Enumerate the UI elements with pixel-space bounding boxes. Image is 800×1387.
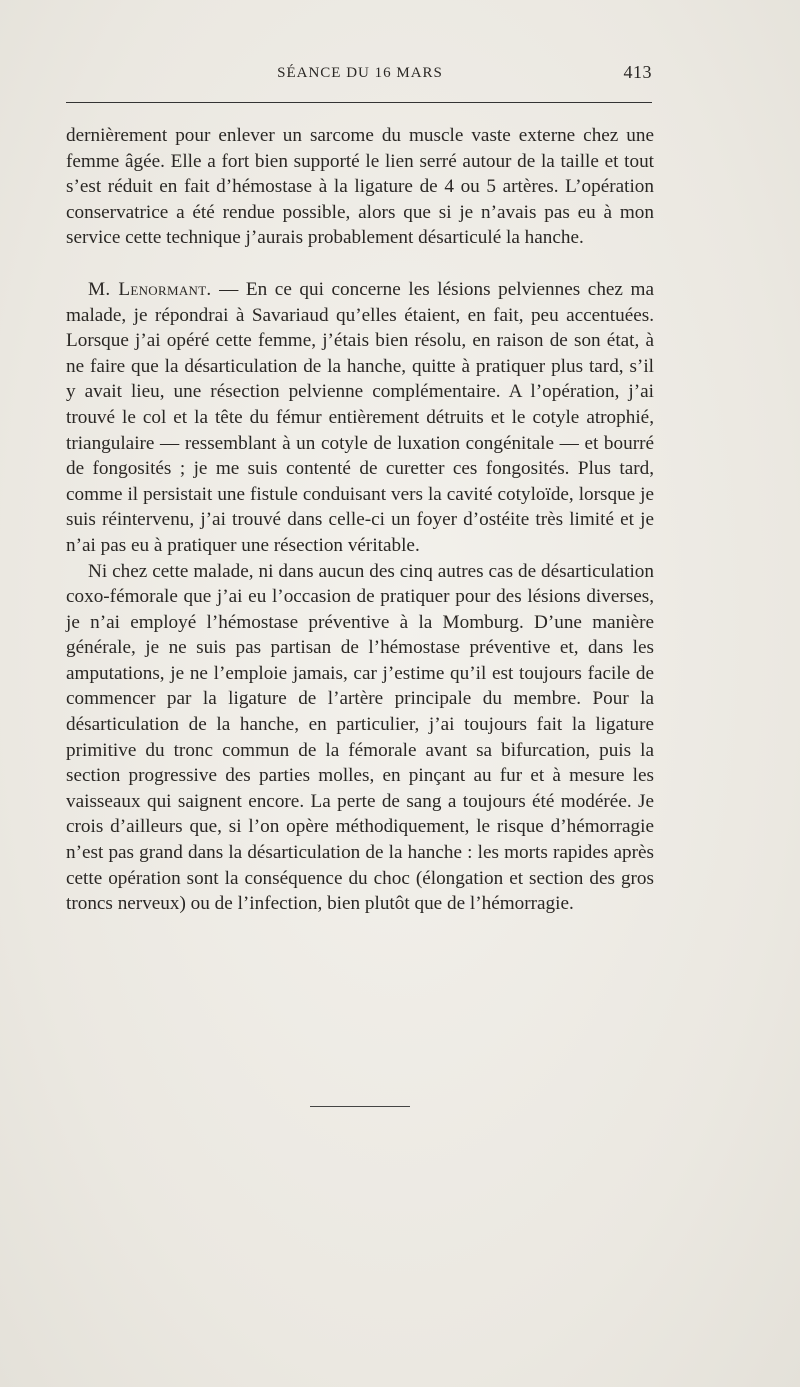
paragraph: Ni chez cette malade, ni dans aucun des cinq autres cas de désarticulation coxo-fémorale que j’ai eu l’occasion de pratiquer pour des lésions diverses, je n’ai employé l’hémostase préventive à la Momburg. D’une manière générale, je ne suis pas partisan de l’hémostase préventive et, dans les amputations, je ne l’emploie jamais, car j’estime qu’il est toujours facile de commencer par la ligature de l’artère principale du membre. Pour la désarticulation de la hanche, en particulier, j’ai toujours fait la ligature primitive du tronc commun de la fémorale avant sa bifurcation, puis la section progressive des parties molles, en pinçant au fur et à mesure les vaisseaux qui saignent encore. La perte de sang a toujours été modérée. Je crois d’ailleurs que, si l’on opère méthodiquement, le risque d’hémorragie n’est pas grand dans la désarticulation de la hanche : les morts rapides après cette opération sont la conséquence du choc (élongation et section des gros troncs nerveux) ou de l’infection, bien plutôt que de l’hémorragie.	[66, 560, 654, 915]
page-number: 413	[623, 62, 652, 82]
end-rule	[310, 1106, 410, 1107]
running-head	[66, 62, 654, 84]
paragraph-text: — En ce qui concerne les lésions pelviennes chez ma malade, je répondrai à Savariaud qu’elles étaient, en fait, peu accentuées. Lorsque j’ai opéré cette femme, j’étais bien résolu, en raison de son état, à ne faire que la désarticulation de la hanche, quitte à pratiquer plus tard, s’il y avait lieu, une résection pelvienne complémentaire. A l’opération, j’ai trouvé le col et la tête du fémur entièrement détruits et le cotyle atrophié, triangulaire — ressemblant à un cotyle de luxation congénitale — et bourré de fongosités ; je me suis contenté de curetter ces fongosités. Plus tard, comme il persistait une fistule conduisant vers la cavité cotyloïde, lorsque je suis réintervenu, j’ai trouvé dans celle-ci un foyer d’ostéite très limité et je n’ai pas eu à pratiquer une résection véritable.	[66, 278, 654, 556]
body-text	[66, 123, 654, 917]
running-title: SÉANCE DU 16 MARS	[277, 65, 443, 81]
paragraph: dernièrement pour enlever un sarcome du muscle vaste externe chez une femme âgée. Elle a fort bien supporté le lien serré autour de la taille et tout s’est réduit en fait d’hémostase à la ligature de 4 ou 5 artères. L’opération conservatrice a été rendue possible, alors que si je n’avais pas eu à mon service cette technique j’aurais probablement désarticulé la hanche.	[66, 125, 654, 249]
paragraph	[66, 277, 654, 559]
header-rule	[66, 102, 652, 103]
speaker-name: M. Lenormant.	[88, 278, 212, 300]
